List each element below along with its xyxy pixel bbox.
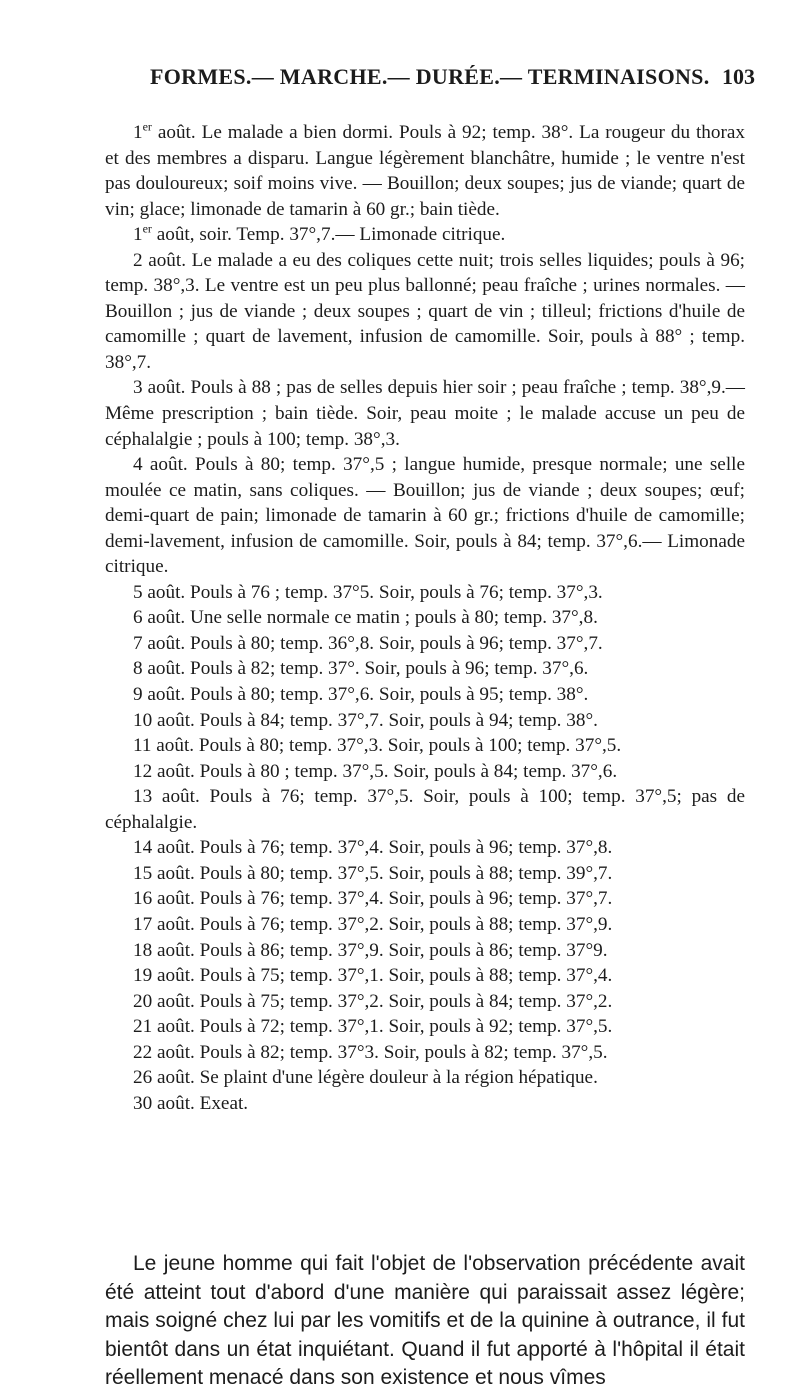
journal-entry: 5 août. Pouls à 76 ; temp. 37°5. Soir, pouls à 76; temp. 37°,3. bbox=[133, 581, 603, 603]
page-number: 103 bbox=[722, 64, 755, 89]
journal-entry: 21 août. Pouls à 72; temp. 37°,1. Soir, pouls à 92; temp. 37°,5. bbox=[133, 1016, 613, 1038]
journal-entry: 11 août. Pouls à 80; temp. 37°,3. Soir, pouls à 100; temp. 37°,5. bbox=[133, 735, 622, 757]
journal-entry: 26 août. Se plaint d'une légère douleur à la région hépatique. bbox=[133, 1067, 598, 1089]
journal-entry: 1er août, soir. Temp. 37°,7.— Limonade citrique. bbox=[133, 221, 506, 246]
ordinal-suffix: er bbox=[142, 119, 152, 134]
journal-entry: 9 août. Pouls à 80; temp. 37°,6. Soir, pouls à 95; temp. 38°. bbox=[133, 684, 589, 706]
running-title: FORMES.— MARCHE.— DURÉE.— TERMINAISONS. bbox=[150, 64, 710, 89]
journal-entry: 17 août. Pouls à 76; temp. 37°,2. Soir, pouls à 88; temp. 37°,9. bbox=[133, 913, 613, 935]
clinical-journal bbox=[105, 120, 745, 1116]
journal-entry: 6 août. Une selle normale ce matin ; pouls à 80; temp. 37°,8. bbox=[133, 607, 598, 629]
journal-entry: 4 août. Pouls à 80; temp. 37°,5 ; langue humide, presque normale; une selle moulée ce matin, sans coliques. — Bouillon; jus de viande ; deux soupes; œuf; demi-quart de pain; limonade de tamarin à 60 gr.; frictions d'huile de camomille; demi-lavement, infusion de camomille. Soir, pouls à 84; temp. 37°,6.— Limonade citrique. bbox=[105, 454, 745, 578]
journal-entry: 16 août. Pouls à 76; temp. 37°,4. Soir, pouls à 96; temp. 37°,7. bbox=[133, 888, 613, 910]
journal-entry: 3 août. Pouls à 88 ; pas de selles depuis hier soir ; peau fraîche ; temp. 38°,9.— Même prescription ; bain tiède. Soir, peau moite ; le malade accuse un peu de céphalalgie ; pouls à 100; temp. 38°,3. bbox=[105, 377, 745, 450]
ordinal-suffix: er bbox=[142, 221, 152, 236]
journal-entry: 18 août. Pouls à 86; temp. 37°,9. Soir, pouls à 86; temp. 37°9. bbox=[133, 939, 608, 961]
journal-entry: 10 août. Pouls à 84; temp. 37°,7. Soir, pouls à 94; temp. 38°. bbox=[133, 709, 598, 731]
closing-paragraph-block bbox=[105, 1250, 745, 1393]
journal-entry: 22 août. Pouls à 82; temp. 37°3. Soir, pouls à 82; temp. 37°,5. bbox=[133, 1041, 608, 1063]
journal-entry: 12 août. Pouls à 80 ; temp. 37°,5. Soir, pouls à 84; temp. 37°,6. bbox=[133, 760, 618, 782]
closing-paragraph: Le jeune homme qui fait l'objet de l'observation précédente avait été atteint tout d'abord d'une manière qui paraissait assez légère; mais soigné chez lui par les vomitifs et de la quinine à outrance, il fut bientôt dans un état inquiétant. Quand il fut apporté à l'hôpital il était réellement menacé dans son existence et nous vîmes bbox=[105, 1252, 745, 1389]
page-header bbox=[0, 64, 800, 104]
journal-entry: 13 août. Pouls à 76; temp. 37°,5. Soir, pouls à 100; temp. 37°,5; pas de céphalalgie. bbox=[105, 786, 745, 833]
journal-entry: 15 août. Pouls à 80; temp. 37°,5. Soir, pouls à 88; temp. 39°,7. bbox=[133, 862, 613, 884]
journal-entry: 14 août. Pouls à 76; temp. 37°,4. Soir, pouls à 96; temp. 37°,8. bbox=[133, 837, 613, 859]
journal-entry: 8 août. Pouls à 82; temp. 37°. Soir, pouls à 96; temp. 37°,6. bbox=[133, 658, 589, 680]
journal-entry: 30 août. Exeat. bbox=[133, 1092, 249, 1114]
journal-entry: 2 août. Le malade a eu des coliques cette nuit; trois selles liquides; pouls à 96; temp. 38°,3. Le ventre est un peu plus ballonné; peau fraîche ; urines normales. — Bouillon ; jus de viande ; deux soupes ; quart de vin ; tilleul; frictions d'huile de camomille ; quart de lavement, infusion de camomille. Soir, pouls à 88° ; temp. 38°,7. bbox=[105, 249, 745, 373]
journal-entry: 20 août. Pouls à 75; temp. 37°,2. Soir, pouls à 84; temp. 37°,2. bbox=[133, 990, 613, 1012]
journal-entry: 1er août. Le malade a bien dormi. Pouls à 92; temp. 38°. La rougeur du thorax et des membres a disparu. Langue légèrement blanchâtre, humide ; le ventre n'est pas douloureux; soif moins vive. — Bouillon; deux soupes; jus de viande; quart de vin; glace; limonade de tamarin à 60 gr.; bain tiède. bbox=[105, 119, 745, 220]
journal-entry: 7 août. Pouls à 80; temp. 36°,8. Soir, pouls à 96; temp. 37°,7. bbox=[133, 632, 603, 654]
journal-entry: 19 août. Pouls à 75; temp. 37°,1. Soir, pouls à 88; temp. 37°,4. bbox=[133, 965, 613, 987]
